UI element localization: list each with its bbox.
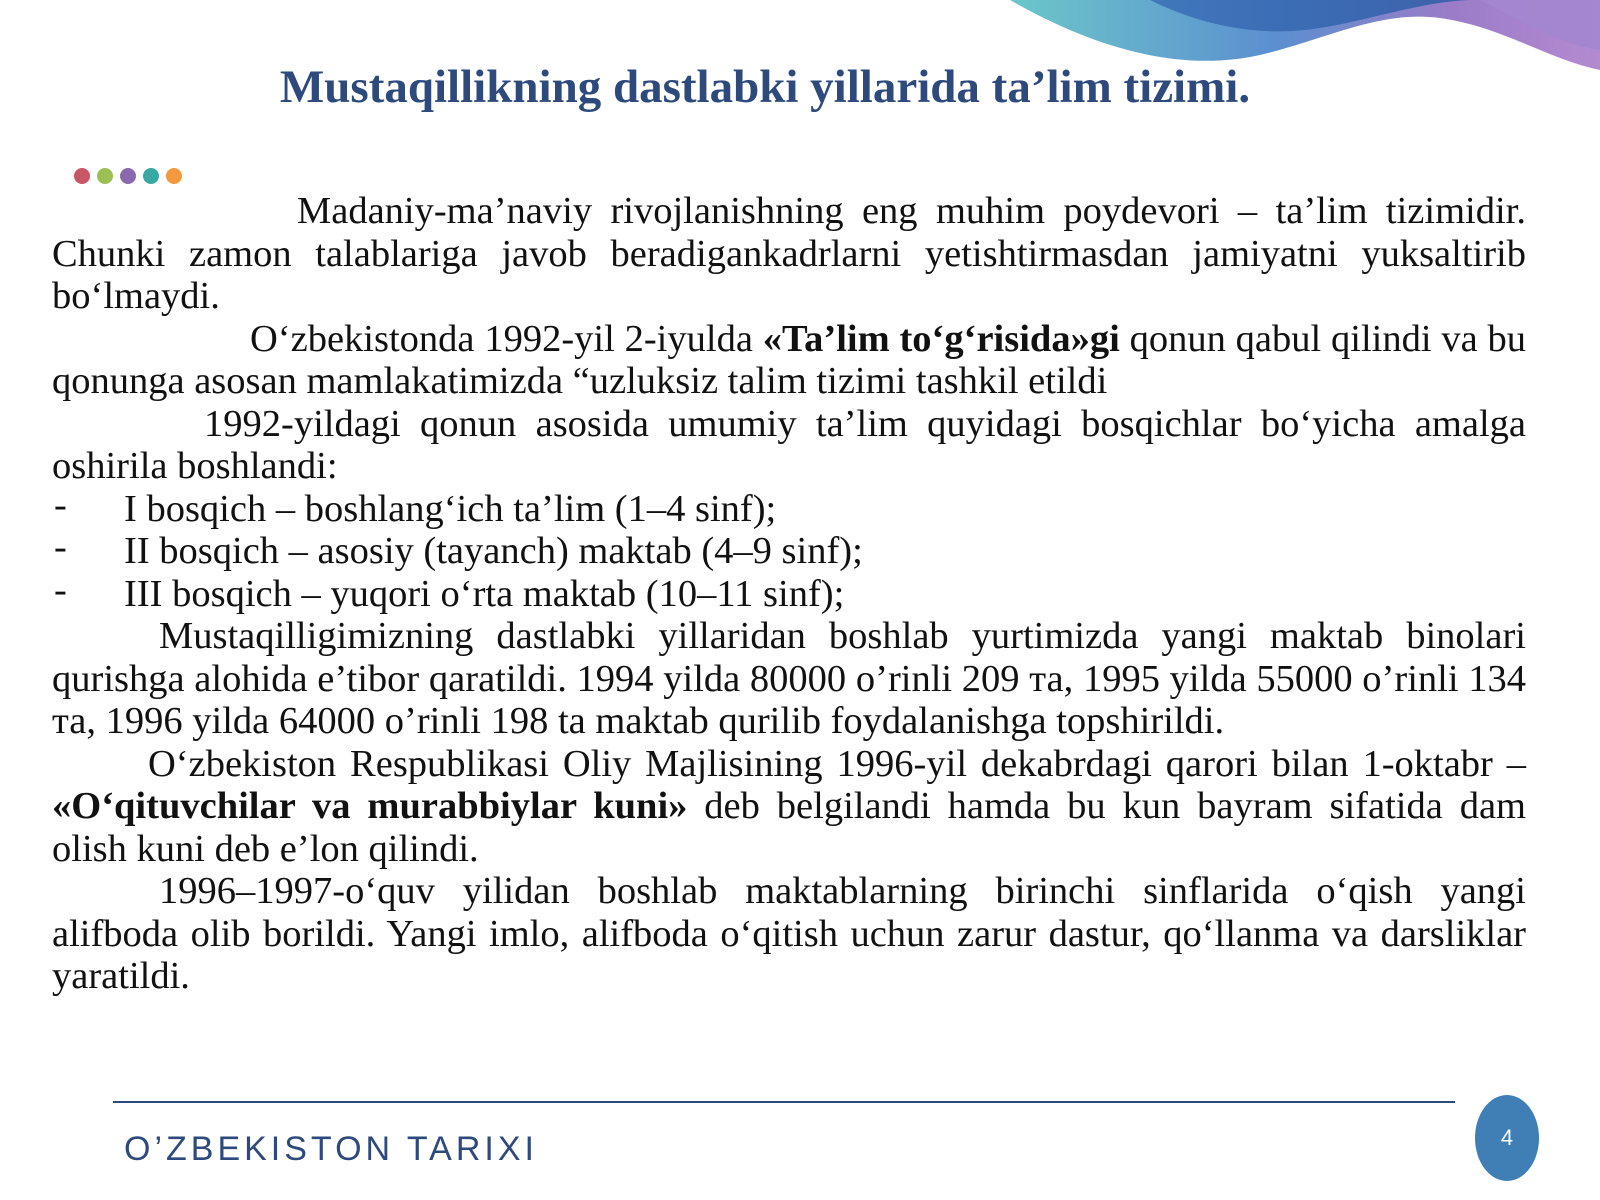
paragraph-text: qonun qabul qilindi va bu qonunga asosan mamlakatimizda “uzluksiz talim tizimi tashkil etildi	[52, 317, 1526, 402]
dot	[74, 168, 90, 184]
list-item-text: I bosqich – boshlang‘ich ta’lim (1–4 sinf);	[124, 487, 777, 530]
footer-divider	[113, 1101, 1455, 1103]
dot	[120, 168, 136, 184]
paragraph-text: deb belgilandi hamda bu kun bayram sifatida dam olish kuni deb e’lon qilindi.	[52, 785, 1526, 870]
list-item	[52, 568, 1526, 616]
paragraph	[52, 870, 1526, 998]
paragraph	[52, 190, 1526, 318]
paragraph-text: Madaniy-ma’naviy rivojlanishning eng muhim poydevori – ta’lim tizimidir. Chunki zamon talablariga javob beradigankadrlarni yetishtirmasdan jamiyatni yuksaltirib bo‘lmaydi.	[52, 190, 1526, 317]
footer-label: O’ZBEKISTON TARIXI	[124, 1130, 538, 1168]
bullet-marker: -	[54, 526, 67, 568]
bullet-marker: -	[54, 483, 67, 526]
paragraph	[52, 615, 1526, 743]
law-title: «Ta’lim to‘g‘risida»gi	[762, 317, 1120, 360]
paragraph	[52, 743, 1526, 871]
decorative-dots	[74, 168, 182, 184]
slide-title: Mustaqillikning dastlabki yillarida ta’lim tizimi.	[279, 61, 1251, 113]
paragraph-text: Mustaqilligimizning dastlabki yillaridan boshlab yurtimizda yangi maktab binolari qurishga alohida e’tibor qaratildi. 1994 yilda 80000 o’rinli 209 та, 1995 yilda 55000 o’rinli 134 та, 1996 yilda 64000 o’rinli 198 ta maktab qurilib foydalanishga topshirildi.	[52, 615, 1526, 742]
paragraph-text: O‘zbekiston Respublikasi Oliy Majlisining 1996-yil dekabrdagi qarori bilan 1-oktabr –	[148, 742, 1526, 785]
paragraph	[52, 318, 1526, 403]
page-number-badge: 4	[1475, 1095, 1539, 1181]
dot	[166, 168, 182, 184]
holiday-title: «O‘qituvchilar va murabbiylar kuni»	[52, 785, 688, 827]
paragraph-text: 1996–1997-o‘quv yilidan boshlab maktablarning birinchi sinflarida o‘qish yangi alifboda olib borildi. Yangi imlo, alifboda o‘qitish uchun zarur dastur, qo‘llanma va darsliklar yaratildi.	[52, 870, 1526, 997]
list-item	[52, 483, 1526, 531]
bullet-marker: -	[54, 568, 67, 611]
paragraph	[52, 403, 1526, 488]
dot	[143, 168, 159, 184]
paragraph-text: 1992-yildagi qonun asosida umumiy ta’lim quyidagi bosqichlar bo‘yicha amalga oshirila boshlandi:	[52, 402, 1526, 487]
slide-body	[52, 190, 1526, 998]
list-item	[52, 526, 1526, 573]
stage-list	[52, 483, 1526, 616]
list-item-text: II bosqich – asosiy (tayanch) maktab (4–9 sinf);	[124, 530, 863, 572]
paragraph-text: O‘zbekistonda 1992-yil 2-iyulda	[250, 317, 763, 360]
dot	[97, 168, 113, 184]
list-item-text: III bosqich – yuqori o‘rta maktab (10–11 sinf);	[124, 572, 845, 615]
